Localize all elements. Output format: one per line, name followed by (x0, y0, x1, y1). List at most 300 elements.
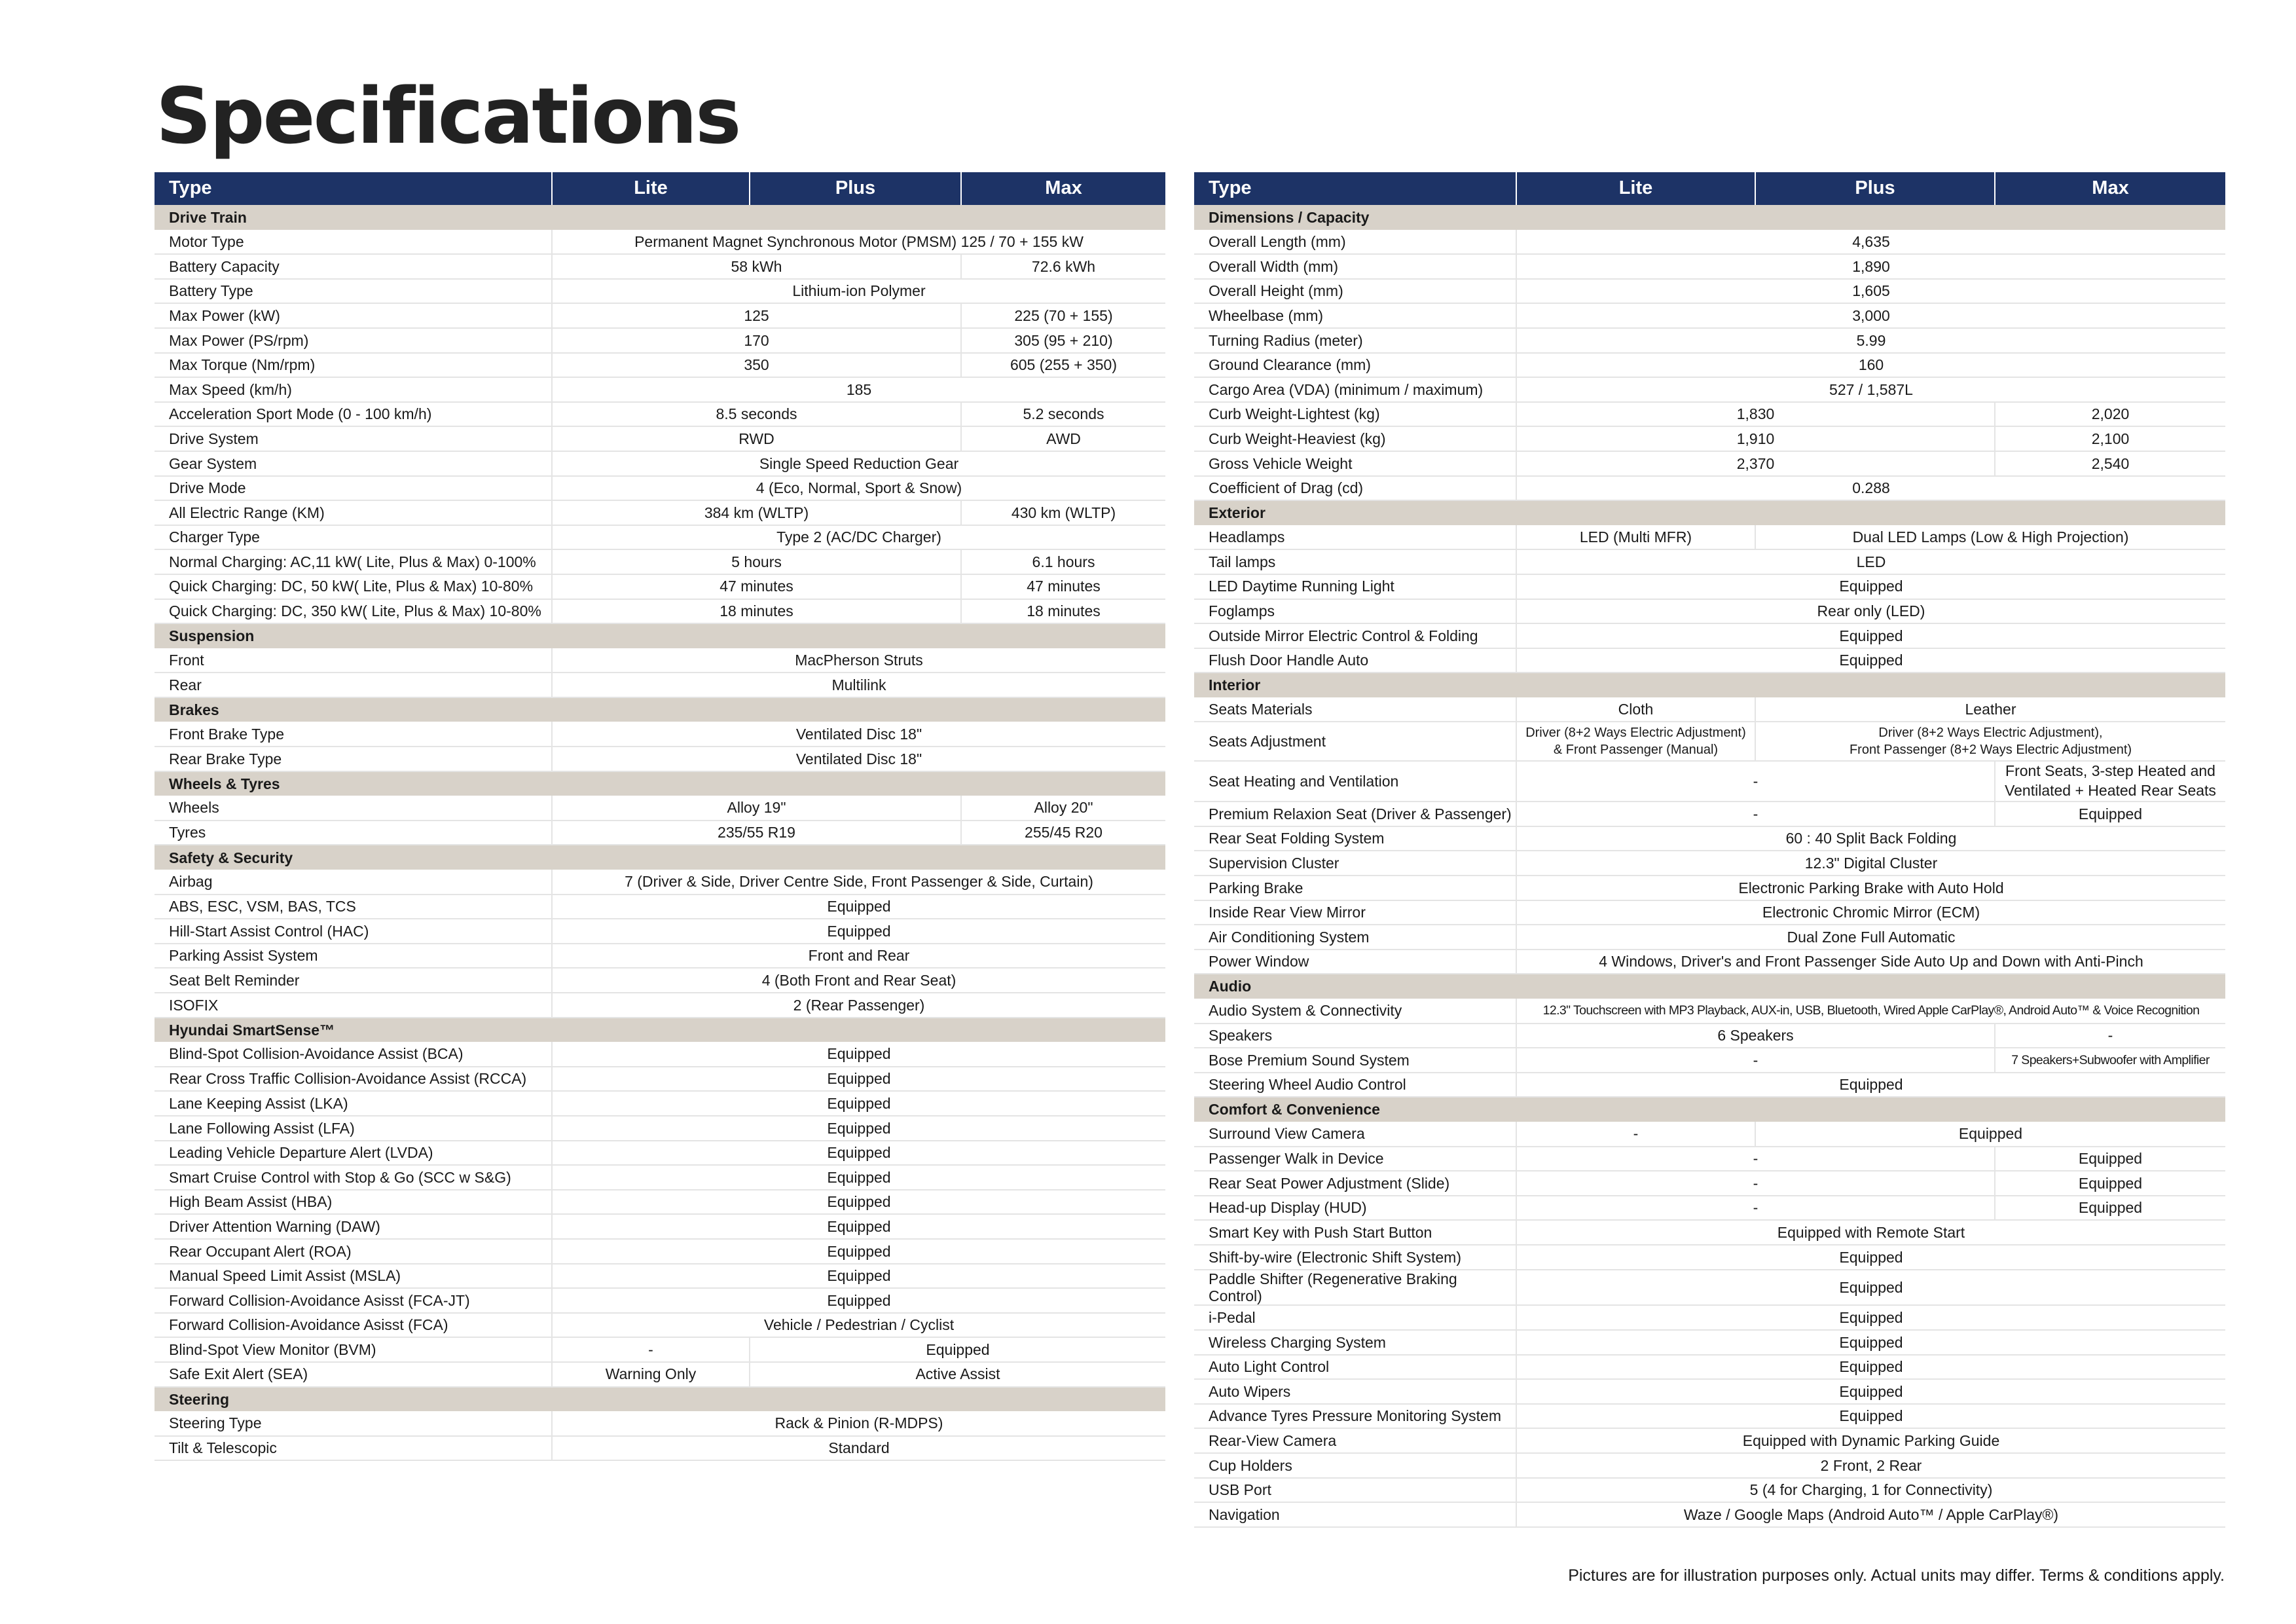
spec-value: AWD (961, 426, 1165, 451)
spec-value: Equipped (552, 1091, 1165, 1116)
spec-value: 185 (552, 377, 1165, 402)
spec-value: 1,890 (1516, 254, 2225, 279)
spec-label: Wireless Charging System (1194, 1330, 1516, 1355)
spec-label: Drive Mode (155, 476, 552, 501)
table-row (1194, 1270, 2225, 1306)
section-title: Audio (1194, 974, 2225, 999)
table-row (155, 1288, 1165, 1313)
section-header-row (155, 697, 1165, 722)
table-row (1194, 1245, 2225, 1270)
section-header-row (1194, 205, 2225, 230)
spec-value: Dual Zone Full Automatic (1516, 925, 2225, 950)
section-header-row (1194, 974, 2225, 999)
spec-value: RWD (552, 426, 961, 451)
spec-label: Motor Type (155, 230, 552, 255)
table-row (1194, 1453, 2225, 1478)
footnote: Pictures are for illustration purposes only. Actual units may differ. Terms & conditions apply. (1568, 1566, 2225, 1585)
spec-value: Type 2 (AC/DC Charger) (552, 525, 1165, 550)
spec-value: Front Seats, 3-step Heated and Ventilated + Heated Rear Seats (1995, 761, 2225, 802)
spec-value: Ventilated Disc 18" (552, 747, 1165, 771)
spec-value: 6 Speakers (1516, 1024, 1995, 1048)
spec-label: Rear Seat Folding System (1194, 826, 1516, 851)
spec-label: Flush Door Handle Auto (1194, 648, 1516, 673)
spec-label: Surround View Camera (1194, 1122, 1516, 1147)
table-row (1194, 279, 2225, 304)
spec-value: Equipped (552, 1116, 1165, 1141)
spec-label: Lane Following Assist (LFA) (155, 1116, 552, 1141)
spec-value: 160 (1516, 353, 2225, 378)
spec-value: 12.3" Touchscreen with MP3 Playback, AUX-in, USB, Bluetooth, Wired Apple CarPlay®, Android Auto™ & Voice Recognition (1516, 999, 2225, 1024)
spec-value: Lithium-ion Polymer (552, 279, 1165, 304)
spec-label: Acceleration Sport Mode (0 - 100 km/h) (155, 402, 552, 427)
table-row (155, 303, 1165, 328)
spec-value: - (1516, 1196, 1995, 1221)
section-title: Comfort & Convenience (1194, 1097, 2225, 1122)
table-row (155, 944, 1165, 969)
spec-value: Equipped (552, 1239, 1165, 1264)
spec-value: 125 (552, 303, 961, 328)
spec-label: Overall Width (mm) (1194, 254, 1516, 279)
spec-label: Charger Type (155, 525, 552, 550)
table-row (1194, 851, 2225, 876)
spec-label: Wheels (155, 796, 552, 821)
header-lite: Lite (552, 172, 750, 205)
table-row (155, 796, 1165, 821)
spec-value: 4 Windows, Driver's and Front Passenger Side Auto Up and Down with Anti-Pinch (1516, 950, 2225, 974)
spec-label: Battery Capacity (155, 254, 552, 279)
spec-value: Rack & Pinion (R-MDPS) (552, 1411, 1165, 1436)
spec-label: Quick Charging: DC, 350 kW( Lite, Plus & Max) 10-80% (155, 599, 552, 624)
table-row (155, 1411, 1165, 1436)
spec-label: Forward Collision-Avoidance Asisst (FCA) (155, 1313, 552, 1338)
spec-label: Parking Brake (1194, 876, 1516, 900)
table-row (155, 1313, 1165, 1338)
table-row (1194, 476, 2225, 501)
spec-value: Equipped (1516, 1073, 2225, 1098)
spec-value: Permanent Magnet Synchronous Motor (PMSM) 125 / 70 + 155 kW (552, 230, 1165, 255)
spec-value: Equipped (552, 1042, 1165, 1067)
table-row (155, 254, 1165, 279)
spec-value: 384 km (WLTP) (552, 500, 961, 525)
spec-value: 18 minutes (552, 599, 961, 624)
spec-value: 47 minutes (961, 574, 1165, 599)
table-row (155, 328, 1165, 353)
spec-value: Electronic Parking Brake with Auto Hold (1516, 876, 2225, 900)
spec-label: LED Daytime Running Light (1194, 574, 1516, 599)
table-row (1194, 925, 2225, 950)
section-header-row (1194, 673, 2225, 697)
spec-value: Equipped (1516, 623, 2225, 648)
table-row (1194, 1024, 2225, 1048)
spec-value: - (1516, 1171, 1995, 1196)
spec-value: Equipped (1995, 1147, 2225, 1172)
spec-value: 2,020 (1995, 402, 2225, 427)
spec-value: 305 (95 + 210) (961, 328, 1165, 353)
spec-label: Max Torque (Nm/rpm) (155, 353, 552, 378)
spec-value: Rear only (LED) (1516, 599, 2225, 624)
table-row (155, 1091, 1165, 1116)
spec-value: - (1516, 802, 1995, 826)
table-row (155, 476, 1165, 501)
table-row (1194, 1305, 2225, 1330)
spec-label: Wheelbase (mm) (1194, 303, 1516, 328)
table-row (1194, 377, 2225, 402)
spec-value: Equipped (1516, 574, 2225, 599)
spec-value: Equipped (1516, 1355, 2225, 1380)
spec-value: 4,635 (1516, 230, 2225, 255)
table-row (1194, 230, 2225, 255)
spec-label: Premium Relaxion Seat (Driver & Passenger) (1194, 802, 1516, 826)
spec-label: Cargo Area (VDA) (minimum / maximum) (1194, 377, 1516, 402)
spec-value: Dual LED Lamps (Low & High Projection) (1755, 525, 2225, 550)
table-row (1194, 1502, 2225, 1527)
table-row (155, 1165, 1165, 1190)
spec-value: - (1995, 1024, 2225, 1048)
spec-label: Airbag (155, 870, 552, 895)
spec-value: Driver (8+2 Ways Electric Adjustment) & Front Passenger (Manual) (1516, 722, 1755, 761)
spec-label: Seat Belt Reminder (155, 968, 552, 993)
spec-value: 5 (4 for Charging, 1 for Connectivity) (1516, 1478, 2225, 1503)
spec-value: Equipped (1516, 1404, 2225, 1429)
spec-value: Equipped (1516, 1270, 2225, 1306)
spec-label: Gross Vehicle Weight (1194, 451, 1516, 476)
spec-label: Blind-Spot View Monitor (BVM) (155, 1337, 552, 1362)
spec-value: 1,605 (1516, 279, 2225, 304)
table-row (155, 1190, 1165, 1215)
table-row (155, 1042, 1165, 1067)
spec-label: Rear Cross Traffic Collision-Avoidance Assist (RCCA) (155, 1067, 552, 1092)
spec-label: Curb Weight-Lightest (kg) (1194, 402, 1516, 427)
table-row (1194, 1122, 2225, 1147)
table-row (155, 402, 1165, 427)
spec-label: Seat Heating and Ventilation (1194, 761, 1516, 802)
spec-value: Equipped (552, 895, 1165, 919)
spec-value: Equipped (552, 1141, 1165, 1166)
spec-value: 2 (Rear Passenger) (552, 993, 1165, 1018)
spec-value: Equipped (552, 1165, 1165, 1190)
spec-label: Coefficient of Drag (cd) (1194, 476, 1516, 501)
spec-value: Equipped (1516, 1305, 2225, 1330)
table-row (1194, 599, 2225, 624)
table-row (155, 574, 1165, 599)
table-row (155, 1141, 1165, 1166)
table-row (1194, 574, 2225, 599)
spec-value: 527 / 1,587L (1516, 377, 2225, 402)
spec-value: 350 (552, 353, 961, 378)
spec-value: 72.6 kWh (961, 254, 1165, 279)
table-row (155, 230, 1165, 255)
table-row (1194, 648, 2225, 673)
table-row (155, 525, 1165, 550)
header-plus: Plus (750, 172, 961, 205)
spec-label: Rear Brake Type (155, 747, 552, 771)
spec-label: Quick Charging: DC, 50 kW( Lite, Plus & Max) 10-80% (155, 574, 552, 599)
table-row (1194, 328, 2225, 353)
spec-value: 5.99 (1516, 328, 2225, 353)
spec-label: Headlamps (1194, 525, 1516, 550)
spec-label: Rear (155, 673, 552, 697)
spec-value: 2,540 (1995, 451, 2225, 476)
table-row (1194, 525, 2225, 550)
table-row (155, 377, 1165, 402)
spec-label: Ground Clearance (mm) (1194, 353, 1516, 378)
table-row (155, 451, 1165, 476)
spec-value: Ventilated Disc 18" (552, 722, 1165, 747)
spec-label: Steering Type (155, 1411, 552, 1436)
spec-label: Rear-View Camera (1194, 1428, 1516, 1453)
spec-label: Foglamps (1194, 599, 1516, 624)
section-title: Drive Train (155, 205, 1165, 230)
spec-value: 4 (Both Front and Rear Seat) (552, 968, 1165, 993)
spec-label: Safe Exit Alert (SEA) (155, 1362, 552, 1387)
spec-value: 2,100 (1995, 426, 2225, 451)
spec-value: Single Speed Reduction Gear (552, 451, 1165, 476)
spec-value: - (1516, 1122, 1755, 1147)
spec-label: USB Port (1194, 1478, 1516, 1503)
table-row (155, 353, 1165, 378)
spec-value: - (552, 1337, 750, 1362)
spec-label: Gear System (155, 451, 552, 476)
spec-value: 225 (70 + 155) (961, 303, 1165, 328)
table-row (155, 279, 1165, 304)
spec-value: Equipped (1995, 1171, 2225, 1196)
table-row (155, 1116, 1165, 1141)
section-title: Suspension (155, 623, 1165, 648)
spec-value: 430 km (WLTP) (961, 500, 1165, 525)
spec-label: Speakers (1194, 1024, 1516, 1048)
table-row (1194, 1330, 2225, 1355)
section-header-row (155, 1387, 1165, 1412)
spec-label: Blind-Spot Collision-Avoidance Assist (BCA) (155, 1042, 552, 1067)
spec-value: Multilink (552, 673, 1165, 697)
table-row (1194, 802, 2225, 826)
table-row (1194, 353, 2225, 378)
table-row (155, 549, 1165, 574)
spec-label: Overall Height (mm) (1194, 279, 1516, 304)
spec-label: Max Speed (km/h) (155, 377, 552, 402)
spec-value: 170 (552, 328, 961, 353)
spec-value: MacPherson Struts (552, 648, 1165, 673)
table-row (155, 648, 1165, 673)
spec-value: Equipped (1516, 648, 2225, 673)
table-row (1194, 1196, 2225, 1221)
spec-value: Front and Rear (552, 944, 1165, 969)
spec-value: 60 : 40 Split Back Folding (1516, 826, 2225, 851)
section-header-row (1194, 1097, 2225, 1122)
spec-value: Equipped (552, 919, 1165, 944)
table-row (1194, 1171, 2225, 1196)
spec-label: Passenger Walk in Device (1194, 1147, 1516, 1172)
section-header-row (155, 1018, 1165, 1043)
section-header-row (155, 845, 1165, 870)
section-title: Wheels & Tyres (155, 771, 1165, 796)
table-row (1194, 826, 2225, 851)
spec-value: Equipped (1516, 1245, 2225, 1270)
spec-label: Turning Radius (meter) (1194, 328, 1516, 353)
table-row (155, 1337, 1165, 1362)
spec-value: 2 Front, 2 Rear (1516, 1453, 2225, 1478)
spec-value: Alloy 20" (961, 796, 1165, 821)
spec-value: 18 minutes (961, 599, 1165, 624)
spec-value: LED (1516, 549, 2225, 574)
table-row (1194, 1073, 2225, 1098)
header-lite: Lite (1516, 172, 1755, 205)
spec-value: Electronic Chromic Mirror (ECM) (1516, 900, 2225, 925)
table-row (1194, 1220, 2225, 1245)
spec-label: Supervision Cluster (1194, 851, 1516, 876)
spec-table-left (155, 172, 1165, 1461)
section-title: Safety & Security (155, 845, 1165, 870)
table-row (1194, 303, 2225, 328)
spec-value: 1,830 (1516, 402, 1995, 427)
table-row (1194, 1355, 2225, 1380)
spec-value: Cloth (1516, 697, 1755, 722)
spec-label: ABS, ESC, VSM, BAS, TCS (155, 895, 552, 919)
table-row (155, 599, 1165, 624)
spec-label: Leading Vehicle Departure Alert (LVDA) (155, 1141, 552, 1166)
spec-label: Seats Adjustment (1194, 722, 1516, 761)
table-row (155, 1362, 1165, 1387)
table-row (1194, 549, 2225, 574)
spec-label: Curb Weight-Heaviest (kg) (1194, 426, 1516, 451)
spec-label: Parking Assist System (155, 944, 552, 969)
spec-value: Standard (552, 1436, 1165, 1461)
section-title: Steering (155, 1387, 1165, 1412)
spec-value: Equipped (1516, 1330, 2225, 1355)
spec-label: Shift-by-wire (Electronic Shift System) (1194, 1245, 1516, 1270)
spec-label: Forward Collision-Avoidance Asisst (FCA-JT) (155, 1288, 552, 1313)
spec-label: Normal Charging: AC,11 kW( Lite, Plus & Max) 0-100% (155, 549, 552, 574)
spec-label: Smart Key with Push Start Button (1194, 1220, 1516, 1245)
spec-value: Equipped (1995, 802, 2225, 826)
spec-label: Navigation (1194, 1502, 1516, 1527)
table-row (1194, 1404, 2225, 1429)
table-row (1194, 451, 2225, 476)
table-row (155, 895, 1165, 919)
spec-label: Auto Wipers (1194, 1379, 1516, 1404)
table-row (155, 747, 1165, 771)
spec-label: Manual Speed Limit Assist (MSLA) (155, 1264, 552, 1289)
page-title: Specifications (156, 71, 740, 161)
table-row (1194, 623, 2225, 648)
spec-value: 8.5 seconds (552, 402, 961, 427)
spec-label: Smart Cruise Control with Stop & Go (SCC w S&G) (155, 1165, 552, 1190)
spec-value: - (1516, 1147, 1995, 1172)
table-row (1194, 1147, 2225, 1172)
spec-label: Air Conditioning System (1194, 925, 1516, 950)
table-row (155, 1214, 1165, 1239)
spec-value: 47 minutes (552, 574, 961, 599)
table-row (155, 500, 1165, 525)
table-row (155, 1239, 1165, 1264)
spec-value: 2,370 (1516, 451, 1995, 476)
spec-label: ISOFIX (155, 993, 552, 1018)
spec-value: 0.288 (1516, 476, 2225, 501)
table-row (1194, 402, 2225, 427)
spec-value: Equipped (552, 1264, 1165, 1289)
table-row (1194, 876, 2225, 900)
spec-label: Audio System & Connectivity (1194, 999, 1516, 1024)
table-row (155, 919, 1165, 944)
spec-label: Front (155, 648, 552, 673)
table-row (1194, 697, 2225, 722)
spec-value: 58 kWh (552, 254, 961, 279)
spec-label: Max Power (kW) (155, 303, 552, 328)
spec-label: Seats Materials (1194, 697, 1516, 722)
spec-label: High Beam Assist (HBA) (155, 1190, 552, 1215)
spec-label: Advance Tyres Pressure Monitoring System (1194, 1404, 1516, 1429)
spec-label: Max Power (PS/rpm) (155, 328, 552, 353)
spec-label: Paddle Shifter (Regenerative Braking Control) (1194, 1270, 1516, 1306)
spec-label: All Electric Range (KM) (155, 500, 552, 525)
spec-label: Rear Seat Power Adjustment (Slide) (1194, 1171, 1516, 1196)
section-title: Brakes (155, 697, 1165, 722)
spec-value: Warning Only (552, 1362, 750, 1387)
header-max: Max (961, 172, 1165, 205)
table-row (1194, 761, 2225, 802)
table-row (155, 1264, 1165, 1289)
spec-value: LED (Multi MFR) (1516, 525, 1755, 550)
spec-value: Vehicle / Pedestrian / Cyclist (552, 1313, 1165, 1338)
spec-label: Drive System (155, 426, 552, 451)
table-row (1194, 254, 2225, 279)
header-type: Type (155, 172, 552, 205)
table-row (155, 993, 1165, 1018)
table-row (1194, 1379, 2225, 1404)
section-header-row (155, 623, 1165, 648)
spec-label: i-Pedal (1194, 1305, 1516, 1330)
spec-label: Steering Wheel Audio Control (1194, 1073, 1516, 1098)
spec-label: Outside Mirror Electric Control & Folding (1194, 623, 1516, 648)
spec-label: Cup Holders (1194, 1453, 1516, 1478)
spec-value: Equipped (552, 1067, 1165, 1092)
spec-value: 5 hours (552, 549, 961, 574)
table-header-row (1194, 172, 2225, 205)
table-row (155, 870, 1165, 895)
table-header-row (155, 172, 1165, 205)
spec-value: Alloy 19" (552, 796, 961, 821)
spec-value: Equipped with Dynamic Parking Guide (1516, 1428, 2225, 1453)
section-header-row (155, 205, 1165, 230)
table-row (1194, 722, 2225, 761)
spec-label: Tyres (155, 821, 552, 845)
table-row (1194, 999, 2225, 1024)
section-title: Hyundai SmartSense™ (155, 1018, 1165, 1043)
spec-value: Equipped (552, 1288, 1165, 1313)
table-row (155, 1436, 1165, 1461)
header-max: Max (1995, 172, 2225, 205)
spec-label: Inside Rear View Mirror (1194, 900, 1516, 925)
spec-value: 3,000 (1516, 303, 2225, 328)
spec-label: Auto Light Control (1194, 1355, 1516, 1380)
table-row (1194, 950, 2225, 974)
spec-value: - (1516, 1048, 1995, 1073)
spec-value: Leather (1755, 697, 2225, 722)
spec-value: 5.2 seconds (961, 402, 1165, 427)
spec-label: Tilt & Telescopic (155, 1436, 552, 1461)
spec-value: 7 Speakers+Subwoofer with Amplifier (1995, 1048, 2225, 1073)
spec-value: Equipped with Remote Start (1516, 1220, 2225, 1245)
spec-value: 235/55 R19 (552, 821, 961, 845)
spec-value: Equipped (1755, 1122, 2225, 1147)
table-row (155, 968, 1165, 993)
spec-value: Waze / Google Maps (Android Auto™ / Apple CarPlay®) (1516, 1502, 2225, 1527)
spec-label: Bose Premium Sound System (1194, 1048, 1516, 1073)
spec-label: Head-up Display (HUD) (1194, 1196, 1516, 1221)
spec-value: - (1516, 761, 1995, 802)
spec-label: Rear Occupant Alert (ROA) (155, 1239, 552, 1264)
spec-label: Hill-Start Assist Control (HAC) (155, 919, 552, 944)
